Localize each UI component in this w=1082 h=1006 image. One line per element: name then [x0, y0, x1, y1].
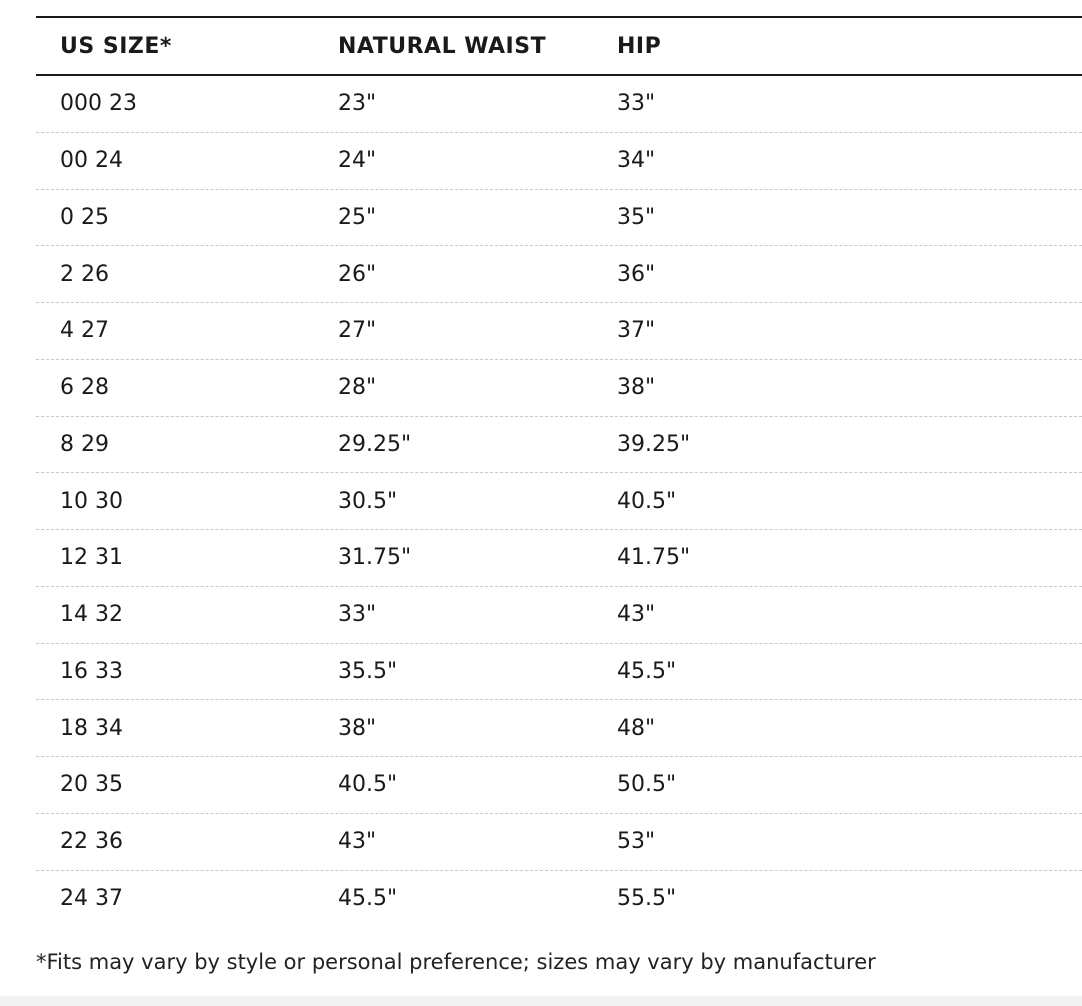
hip-cell: 41.75" — [617, 545, 691, 571]
hip-cell: 53" — [617, 829, 656, 855]
natural-waist-cell: 33" — [338, 602, 377, 628]
table-row — [36, 530, 1082, 587]
us-size-cell: 12 31 — [60, 545, 123, 571]
table-row — [36, 473, 1082, 530]
natural-waist-cell: 40.5" — [338, 772, 398, 798]
table-row — [36, 587, 1082, 644]
natural-waist-cell: 27" — [338, 318, 377, 344]
table-row — [36, 190, 1082, 247]
natural-waist-cell: 28" — [338, 375, 377, 401]
us-size-cell: 20 35 — [60, 772, 123, 798]
footnote: *Fits may vary by style or personal preference; sizes may vary by manufacturer — [36, 950, 876, 974]
table-row — [36, 303, 1082, 360]
us-size-cell: 0 25 — [60, 204, 109, 230]
hip-cell: 40.5" — [617, 488, 677, 514]
table-row — [36, 700, 1082, 757]
size-chart-table — [36, 16, 1082, 927]
table-row — [36, 757, 1082, 814]
natural-waist-cell: 29.25" — [338, 431, 412, 457]
hip-cell: 34" — [617, 148, 656, 174]
natural-waist-cell: 30.5" — [338, 488, 398, 514]
hip-cell: 37" — [617, 318, 656, 344]
natural-waist-cell: 23" — [338, 91, 377, 117]
hip-cell: 39.25" — [617, 431, 691, 457]
us-size-cell: 22 36 — [60, 829, 123, 855]
bottom-band — [0, 996, 1082, 1006]
us-size-cell: 000 23 — [60, 91, 137, 117]
natural-waist-cell: 31.75" — [338, 545, 412, 571]
table-row — [36, 360, 1082, 417]
hip-cell: 43" — [617, 602, 656, 628]
us-size-cell: 4 27 — [60, 318, 109, 344]
header-hip: HIP — [617, 33, 662, 59]
natural-waist-cell: 43" — [338, 829, 377, 855]
us-size-cell: 14 32 — [60, 602, 123, 628]
header-us-size: US SIZE* — [60, 33, 172, 59]
table-row — [36, 246, 1082, 303]
hip-cell: 36" — [617, 261, 656, 287]
table-row — [36, 76, 1082, 133]
table-row — [36, 814, 1082, 871]
natural-waist-cell: 25" — [338, 204, 377, 230]
natural-waist-cell: 26" — [338, 261, 377, 287]
table-row — [36, 133, 1082, 190]
table-row — [36, 417, 1082, 474]
table-body — [36, 76, 1082, 927]
us-size-cell: 2 26 — [60, 261, 109, 287]
natural-waist-cell: 35.5" — [338, 658, 398, 684]
us-size-cell: 00 24 — [60, 148, 123, 174]
table-row — [36, 871, 1082, 928]
us-size-cell: 6 28 — [60, 375, 109, 401]
hip-cell: 45.5" — [617, 658, 677, 684]
natural-waist-cell: 45.5" — [338, 886, 398, 912]
natural-waist-cell: 24" — [338, 148, 377, 174]
hip-cell: 50.5" — [617, 772, 677, 798]
table-row — [36, 644, 1082, 701]
header-natural-waist: NATURAL WAIST — [338, 33, 547, 59]
table-header-row — [36, 18, 1082, 76]
hip-cell: 33" — [617, 91, 656, 117]
us-size-cell: 16 33 — [60, 658, 123, 684]
us-size-cell: 18 34 — [60, 715, 123, 741]
hip-cell: 55.5" — [617, 886, 677, 912]
us-size-cell: 24 37 — [60, 886, 123, 912]
hip-cell: 48" — [617, 715, 656, 741]
us-size-cell: 8 29 — [60, 431, 109, 457]
hip-cell: 35" — [617, 204, 656, 230]
natural-waist-cell: 38" — [338, 715, 377, 741]
us-size-cell: 10 30 — [60, 488, 123, 514]
hip-cell: 38" — [617, 375, 656, 401]
